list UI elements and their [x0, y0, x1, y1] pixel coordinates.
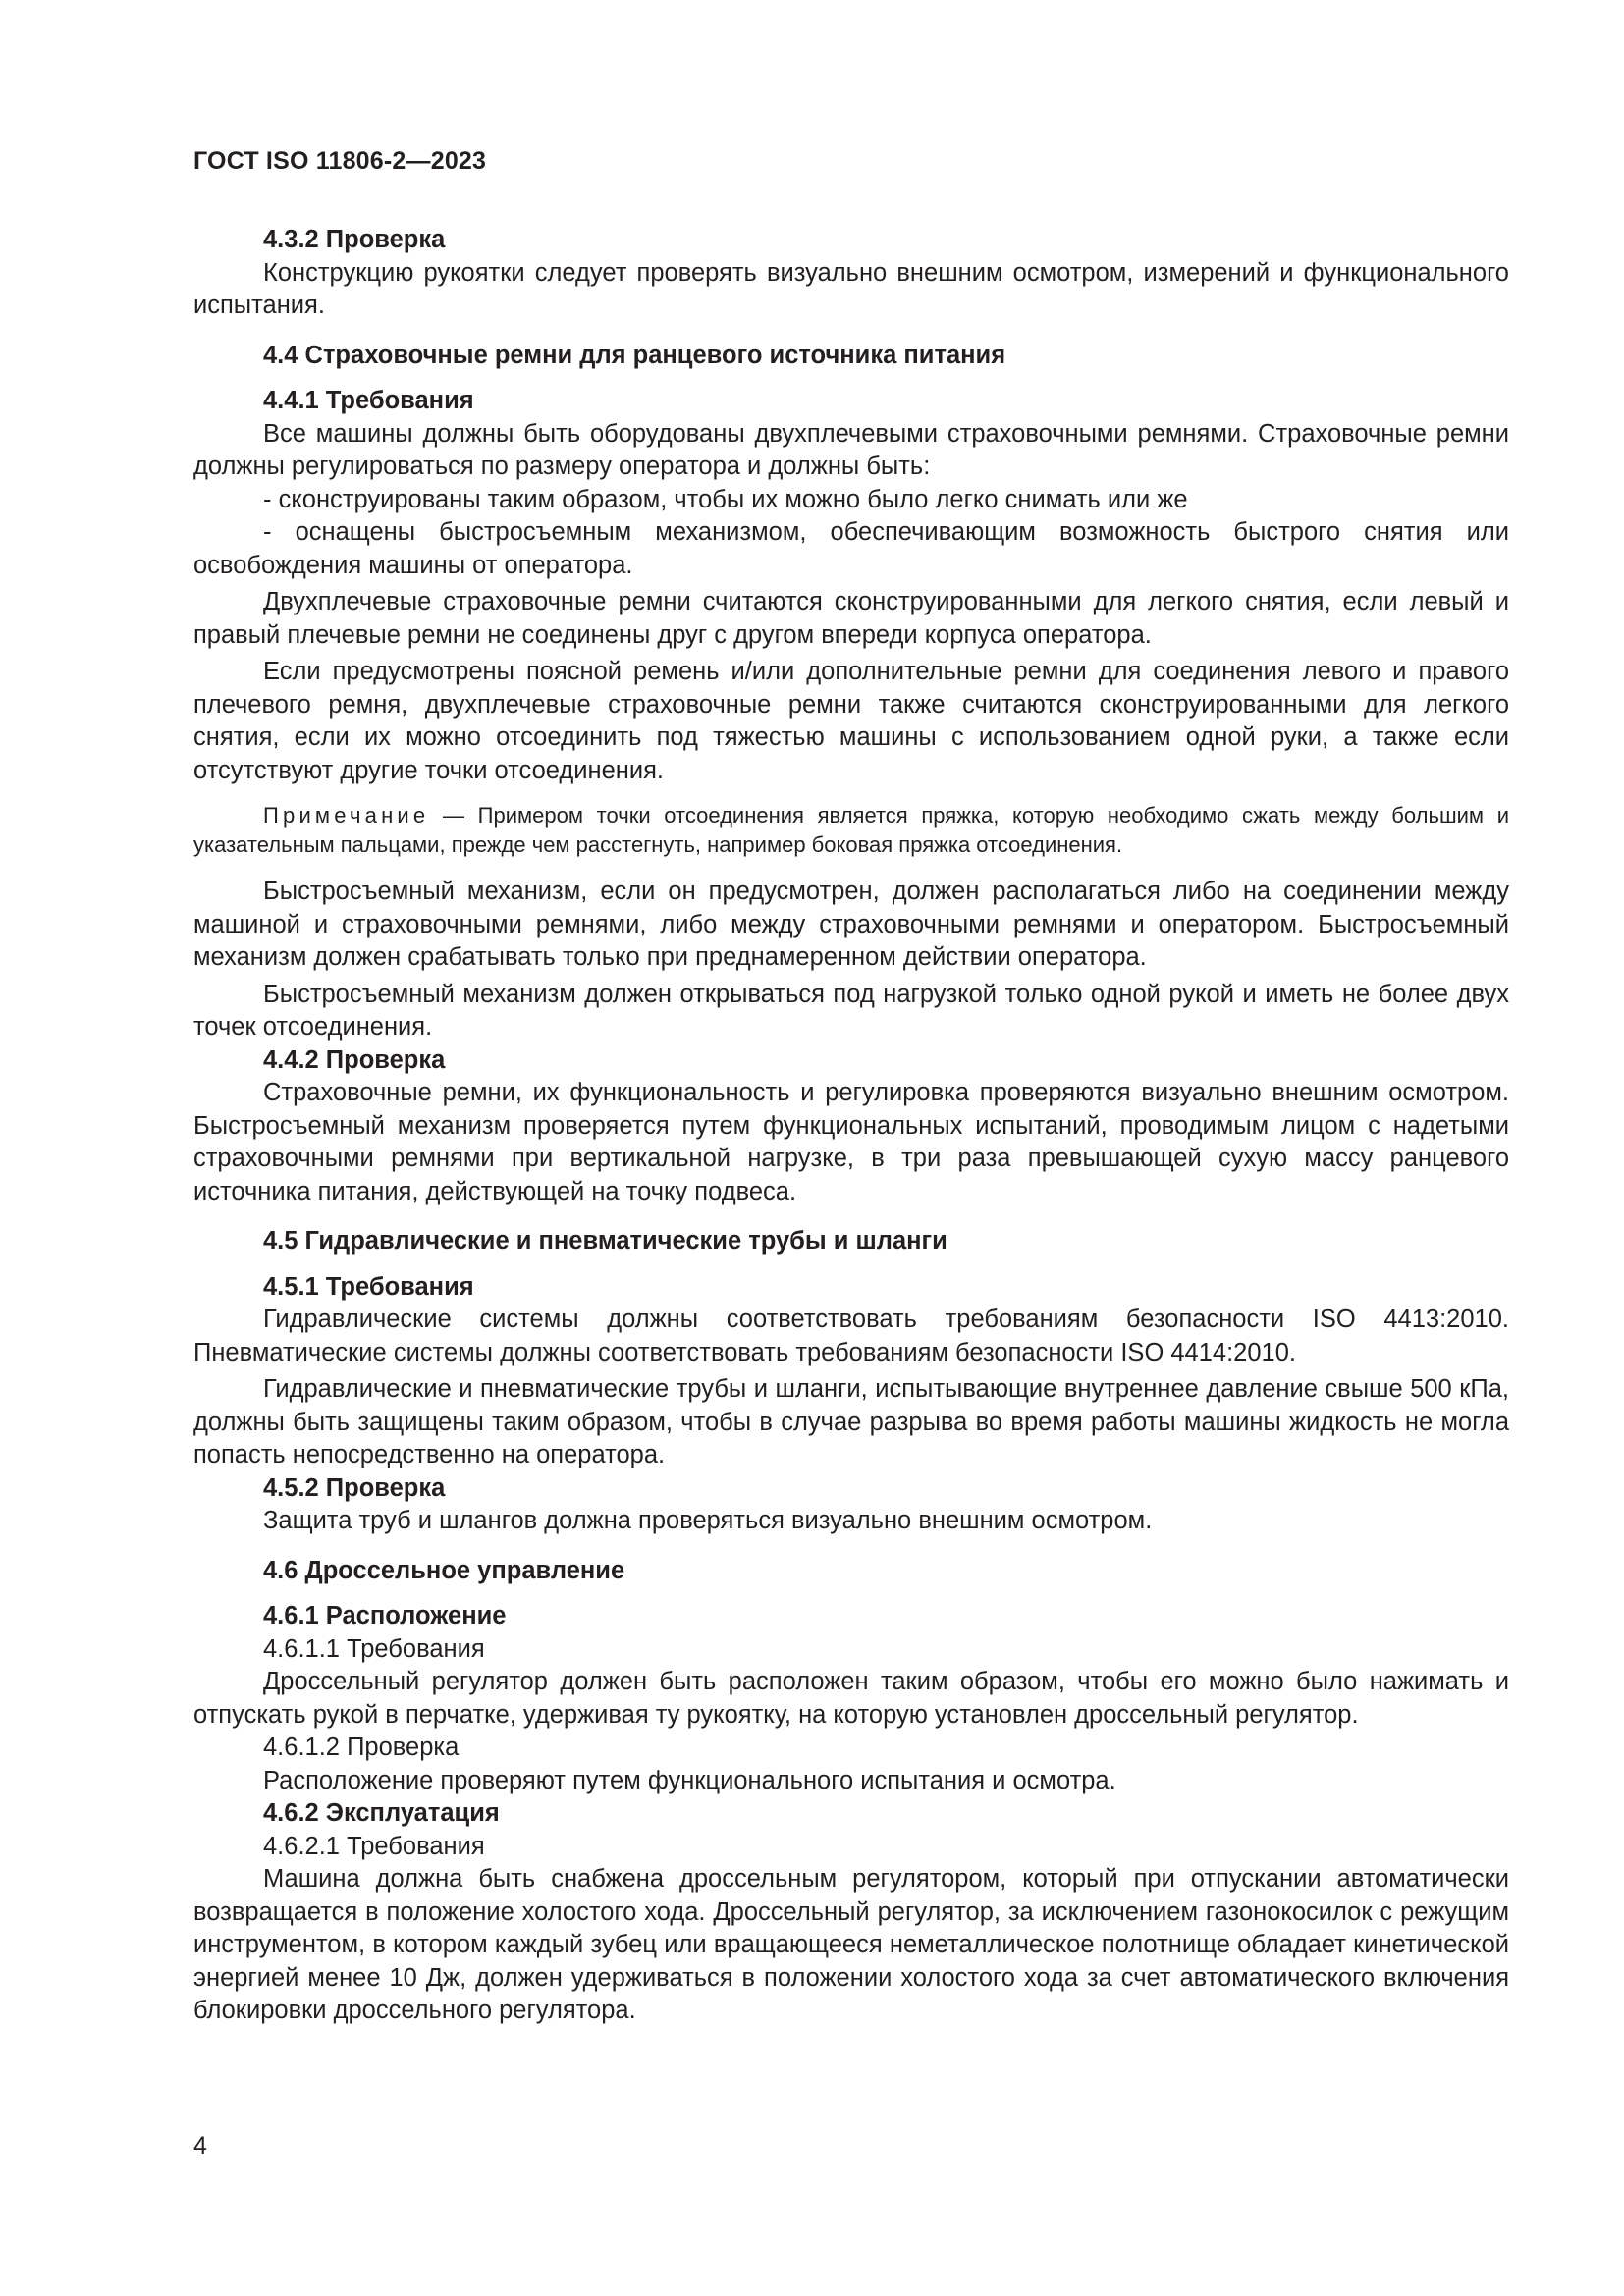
section-title-4-4: 4.4 Страховочные ремни для ранцевого источника питания: [263, 341, 1006, 369]
subsection-title-4-4-1: 4.4.1 Требования: [263, 387, 474, 414]
paragraph: Быстросъемный механизм, если он предусмотрен, должен располагаться либо на соединении между машиной и страховочными ремнями, либо между страховочными ремнями и оператором. Быстросъемный механизм должен срабатывать только при преднамеренном действии оператора.: [193, 878, 1509, 971]
note-label: Примечание: [263, 803, 430, 828]
section-title-4-5: 4.5 Гидравлические и пневматические трубы и шланги: [263, 1227, 947, 1255]
paragraph: Страховочные ремни, их функциональность и регулировка проверяются визуально внешним осмотром. Быстросъемный механизм проверяется путем функциональных испытаний, проводимым лицом с надетыми страховочными ремнями при вертикальной нагрузке, в три раза превышающей сухую массу ранцевого источника питания, действующей на точку подвеса.: [193, 1079, 1509, 1205]
note-block: [193, 801, 1509, 860]
list-item-dash: - сконструированы таким образом, чтобы их можно было легко снимать или же: [263, 485, 1188, 513]
subsection-title-4-5-2: 4.5.2 Проверка: [263, 1473, 446, 1502]
paragraph: Расположение проверяют путем функционального испытания и осмотра.: [263, 1766, 1116, 1794]
note-text: — Примером точки отсоединения является пряжка, которую необходимо сжать между большим и указательным пальцами, прежде чем расстегнуть, например боковая пряжка отсоединения.: [193, 803, 1509, 857]
document-code-header: ГОСТ ISO 11806-2—2023: [193, 147, 487, 175]
subsection-title-4-4-2: 4.4.2 Проверка: [263, 1045, 446, 1074]
paragraph: Быстросъемный механизм должен открываться под нагрузкой только одной рукой и иметь не более двух точек отсоединения.: [193, 980, 1509, 1041]
subsection-title-4-3-2: 4.3.2 Проверка: [263, 226, 446, 253]
paragraph: Гидравлические системы должны соответствовать требованиям безопасности ISO 4413:2010. Пневматические системы должны соответствовать требованиям безопасности ISO 4414:2010.: [193, 1306, 1509, 1366]
paragraph: Если предусмотрены поясной ремень и/или дополнительные ремни для соединения левого и правого плечевого ремня, двухплечевые страховочные ремни также считаются сконструированными для легкого снятия, если их можно отсоединить под тяжестью машины с использованием одной руки, а также если отсутствуют другие точки отсоединения.: [193, 658, 1509, 784]
list-item-dash: - оснащены быстросъемным механизмом, обеспечивающим возможность быстрого снятия или освобождения машины от оператора.: [193, 518, 1509, 579]
clause-title-4-6-1-2: 4.6.1.2 Проверка: [263, 1734, 460, 1761]
clause-title-4-6-2-1: 4.6.2.1 Требования: [263, 1832, 485, 1860]
paragraph: Дроссельный регулятор должен быть расположен таким образом, чтобы его можно было нажимать и отпускать рукой в перчатке, удерживая ту рукоятку, на которую установлен дроссельный регулятор.: [193, 1668, 1509, 1729]
paragraph: Защита труб и шлангов должна проверяться визуально внешним осмотром.: [263, 1507, 1153, 1534]
paragraph: Гидравлические и пневматические трубы и шланги, испытывающие внутреннее давление свыше 500 кПа, должны быть защищены таким образом, чтобы в случае разрыва во время работы машины жидкость не могла попасть непосредственно на оператора.: [193, 1375, 1509, 1468]
paragraph: Конструкцию рукоятки следует проверять визуально внешним осмотром, измерений и функционального испытания.: [193, 258, 1509, 319]
section-title-4-6: 4.6 Дроссельное управление: [263, 1556, 625, 1584]
subsection-title-4-6-1: 4.6.1 Расположение: [263, 1602, 507, 1629]
subsection-title-4-5-1: 4.5.1 Требования: [263, 1272, 474, 1301]
clause-title-4-6-1-1: 4.6.1.1 Требования: [263, 1634, 485, 1663]
paragraph: Все машины должны быть оборудованы двухплечевыми страховочными ремнями. Страховочные ремни должны регулироваться по размеру оператора и должны быть:: [193, 419, 1509, 480]
document-body: [193, 224, 1509, 2028]
page-number: 4: [193, 2132, 207, 2160]
paragraph: Машина должна быть снабжена дроссельным регулятором, который при отпускании автоматически возвращается в положение холостого хода. Дроссельный регулятор, за исключением газонокосилок с режущим инструментом, в котором каждый зубец или вращающееся неметаллическое полотнище обладает кинетической энергией менее 10 Дж, должен удерживаться в положении холостого хода за счет автоматического включения блокировки дроссельного регулятора.: [193, 1865, 1509, 2024]
subsection-title-4-6-2: 4.6.2 Эксплуатация: [263, 1799, 500, 1827]
paragraph: Двухплечевые страховочные ремни считаются сконструированными для легкого снятия, если левый и правый плечевые ремни не соединены друг с другом впереди корпуса оператора.: [193, 588, 1509, 649]
